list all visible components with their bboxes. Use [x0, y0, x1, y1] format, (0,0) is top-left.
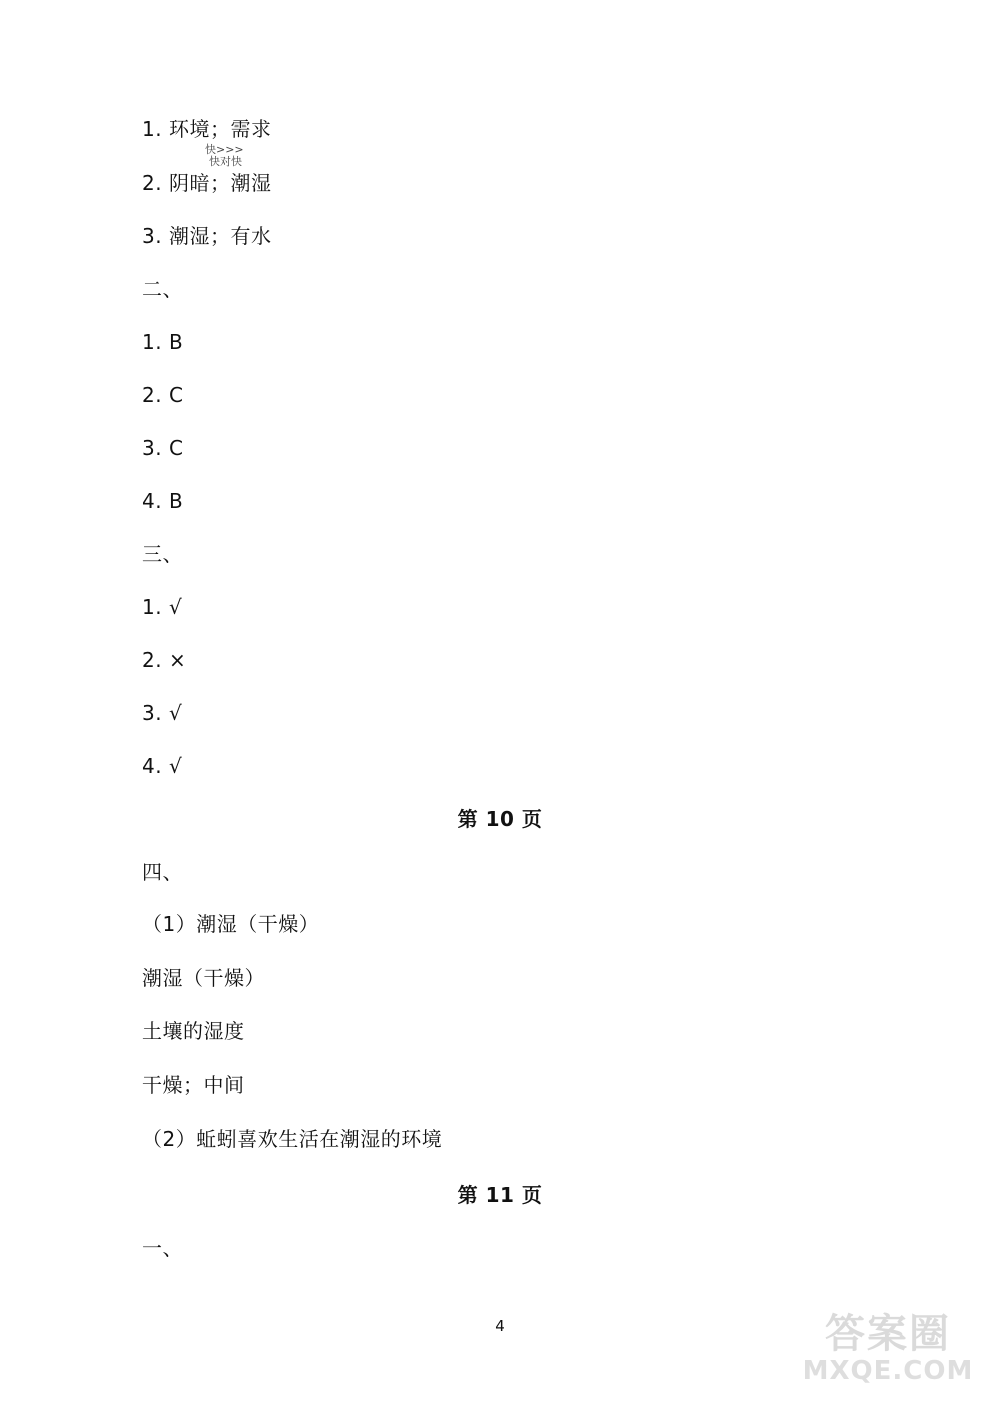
answer-line: 2. 阴暗；潮湿 [142, 171, 272, 195]
page-heading: 第 11 页 [457, 1183, 543, 1207]
watermark-url: MXQE.COM [802, 1356, 974, 1386]
answer-line: 1. √ [142, 595, 183, 619]
answer-line: 3. C [142, 436, 184, 460]
watermark-logo [798, 1312, 978, 1392]
answer-line: 2. C [142, 383, 184, 407]
answer-line: 2. × [142, 648, 187, 672]
answer-line: 4. B [142, 489, 184, 513]
answer-line: （2）蚯蚓喜欢生活在潮湿的环境 [142, 1127, 443, 1151]
answer-line: 1. 环境；需求 [142, 117, 272, 141]
answer-line: 1. B [142, 330, 184, 354]
answer-line: 3. √ [142, 701, 183, 725]
handwritten-note-row: 快对快 [209, 155, 242, 168]
handwritten-note-row: 快>>> [205, 143, 244, 156]
answer-line: 4. √ [142, 754, 183, 778]
answer-line: 土壤的湿度 [142, 1019, 245, 1043]
page-heading: 第 10 页 [457, 807, 543, 831]
page-number: 4 [495, 1317, 505, 1335]
answer-line: 潮湿（干燥） [142, 966, 265, 990]
section-label: 二、 [142, 277, 183, 301]
answer-line: 3. 潮湿；有水 [142, 224, 272, 248]
handwritten-note [205, 144, 244, 168]
answer-line: 干燥；中间 [142, 1073, 245, 1097]
section-label: 四、 [142, 860, 183, 884]
section-label: 三、 [142, 542, 183, 566]
section-label: 一、 [142, 1236, 183, 1260]
watermark-logo-text: 答案圈 [825, 1310, 951, 1357]
answer-line: （1）潮湿（干燥） [142, 912, 320, 936]
